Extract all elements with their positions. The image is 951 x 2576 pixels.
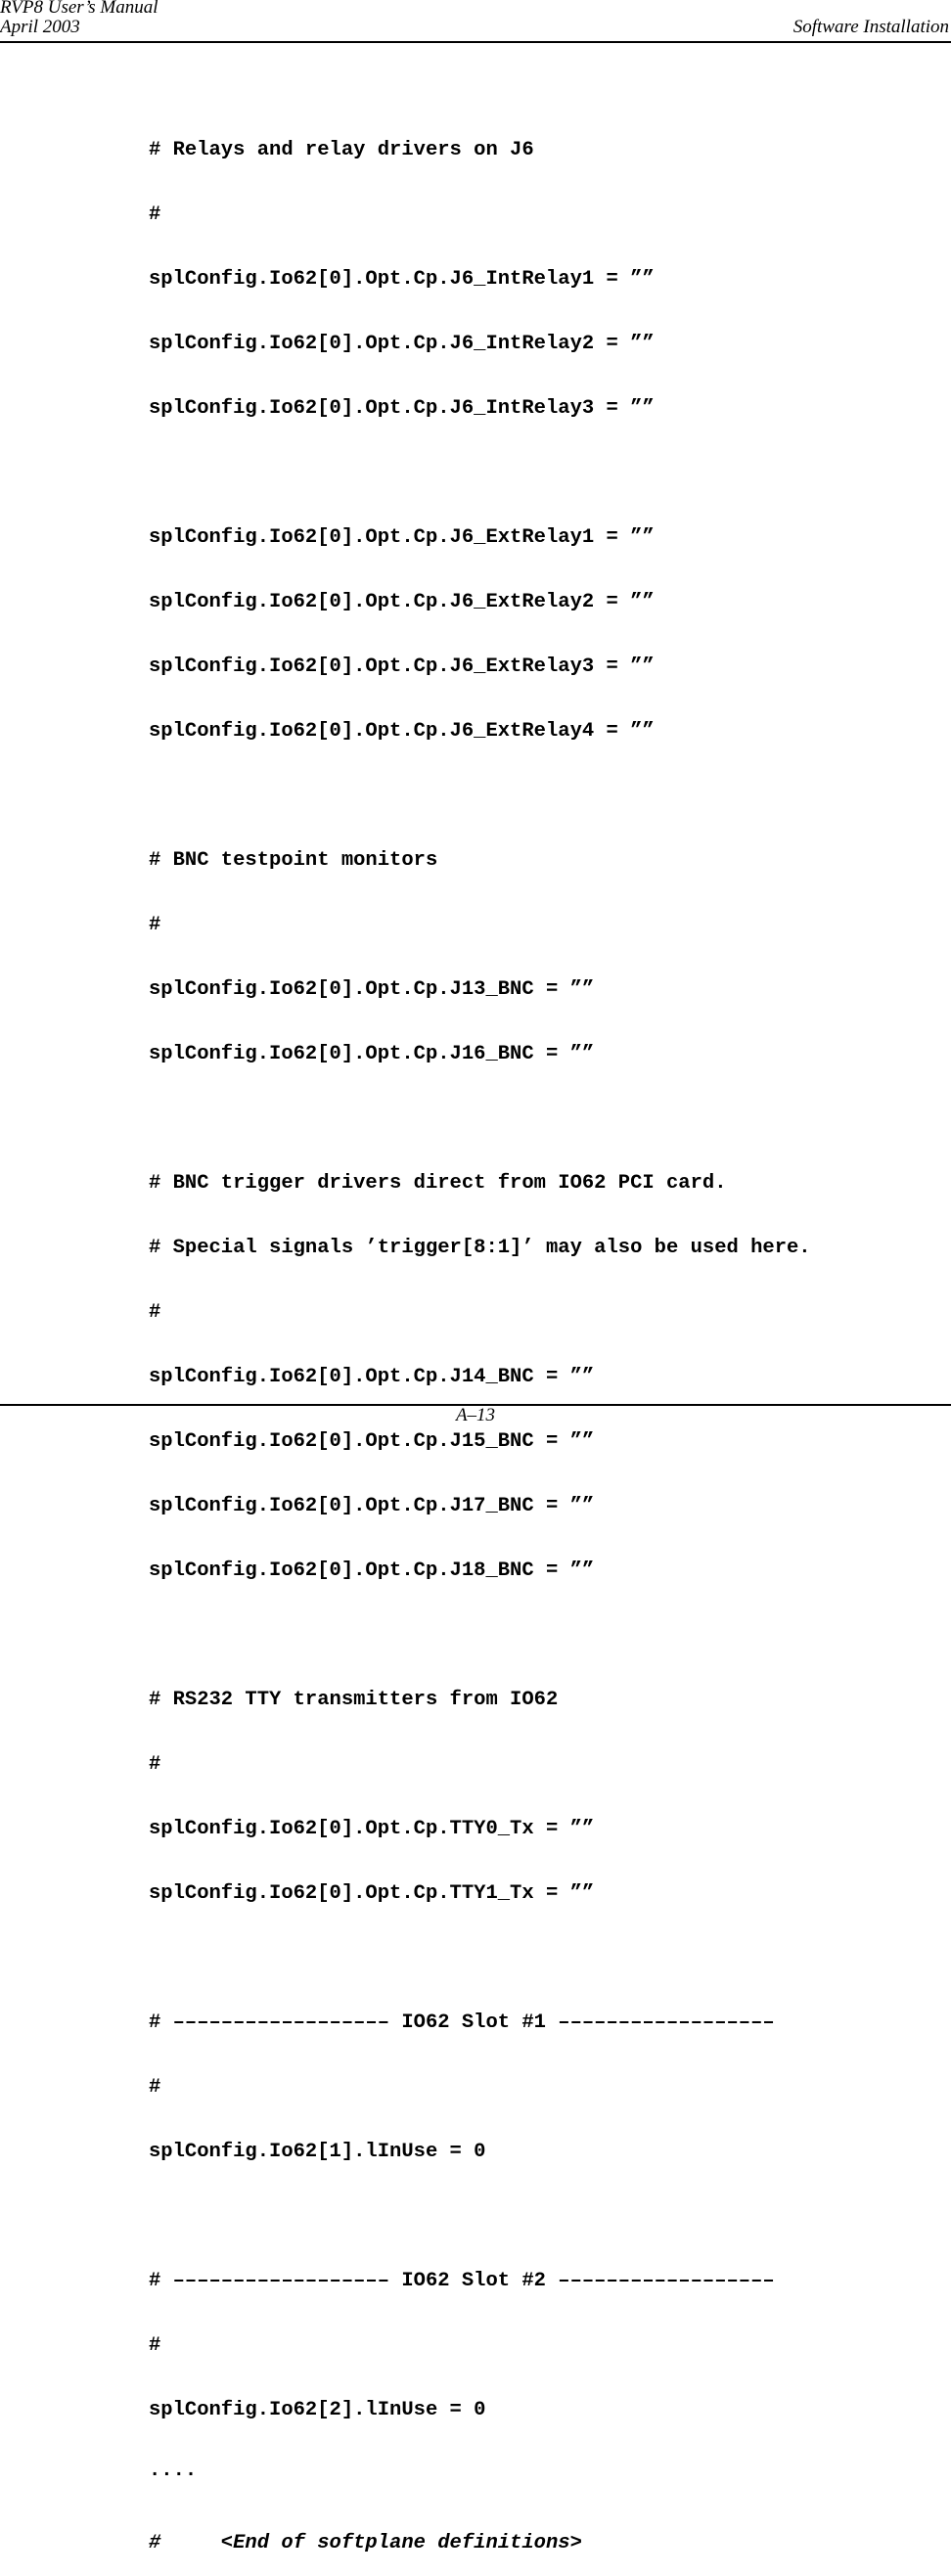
- code-line: # BNC testpoint monitors: [149, 849, 438, 872]
- code-line: splConfig.Io62[0].Opt.Cp.J6_ExtRelay2 = ””: [149, 591, 655, 613]
- code-line: [149, 1108, 811, 1130]
- code-line: splConfig.Io62[0].Opt.Cp.TTY1_Tx = ””: [149, 1882, 595, 1905]
- code-line: splConfig.Io62[0].Opt.Cp.J17_BNC = ””: [149, 1495, 595, 1517]
- code-line: splConfig.Io62[0].Opt.Cp.J6_ExtRelay1 = ””: [149, 526, 655, 549]
- manual-title: RVP8 User’s Manual: [0, 0, 158, 18]
- code-line: #: [149, 1753, 161, 1776]
- code-line: # Relays and relay drivers on J6: [149, 139, 534, 161]
- page-header: [0, 0, 951, 43]
- code-line: #: [149, 2076, 161, 2099]
- header-left: [0, 0, 158, 37]
- code-line: splConfig.Io62[0].Opt.Cp.J15_BNC = ””: [149, 1430, 595, 1453]
- code-line: splConfig.Io62[0].Opt.Cp.J6_IntRelay2 = ””: [149, 333, 655, 355]
- code-line: #: [149, 914, 161, 936]
- code-line: # –––––––––––––––––– IO62 Slot #2 ––––––––––––––––––: [149, 2270, 775, 2292]
- code-line: #: [149, 1301, 161, 1324]
- code-line: [149, 1948, 811, 1969]
- code-line: #: [149, 2334, 161, 2357]
- code-line: ....: [149, 2460, 198, 2482]
- code-line: [149, 1625, 811, 1647]
- code-line: splConfig.Io62[1].lInUse = 0: [149, 2141, 486, 2163]
- code-line: splConfig.Io62[0].Opt.Cp.J18_BNC = ””: [149, 1559, 595, 1582]
- code-line: splConfig.Io62[0].Opt.Cp.J6_IntRelay1 = ””: [149, 268, 655, 291]
- code-line: # BNC trigger drivers direct from IO62 PCI card.: [149, 1172, 727, 1195]
- code-line: splConfig.Io62[0].Opt.Cp.TTY0_Tx = ””: [149, 1818, 595, 1840]
- code-line: [149, 463, 811, 484]
- code-listing: [149, 97, 811, 2576]
- code-line: splConfig.Io62[0].Opt.Cp.J6_IntRelay3 = ””: [149, 397, 655, 420]
- code-line: splConfig.Io62[0].Opt.Cp.J14_BNC = ””: [149, 1366, 595, 1388]
- code-line: splConfig.Io62[0].Opt.Cp.J6_ExtRelay4 = ””: [149, 720, 655, 743]
- code-line: [149, 2206, 811, 2228]
- code-line: # RS232 TTY transmitters from IO62: [149, 1689, 559, 1711]
- code-line: splConfig.Io62[2].lInUse = 0: [149, 2399, 486, 2421]
- code-line: splConfig.Io62[0].Opt.Cp.J6_ExtRelay3 = ””: [149, 655, 655, 678]
- code-line: # Special signals ’trigger[8:1]’ may also be used here.: [149, 1237, 811, 1259]
- page-number: A–13: [455, 1405, 496, 1425]
- manual-date: April 2003: [0, 17, 80, 37]
- code-line: # –––––––––––––––––– IO62 Slot #1 ––––––––––––––––––: [149, 2011, 775, 2034]
- code-line: [149, 786, 811, 807]
- page-footer: [0, 1404, 951, 1425]
- section-title: Software Installation: [792, 17, 949, 37]
- code-line: splConfig.Io62[0].Opt.Cp.J13_BNC = ””: [149, 978, 595, 1001]
- code-line-end-comment: # <End of softplane definitions>: [149, 2532, 582, 2554]
- code-line: #: [149, 203, 161, 226]
- code-line: splConfig.Io62[0].Opt.Cp.J16_BNC = ””: [149, 1043, 595, 1065]
